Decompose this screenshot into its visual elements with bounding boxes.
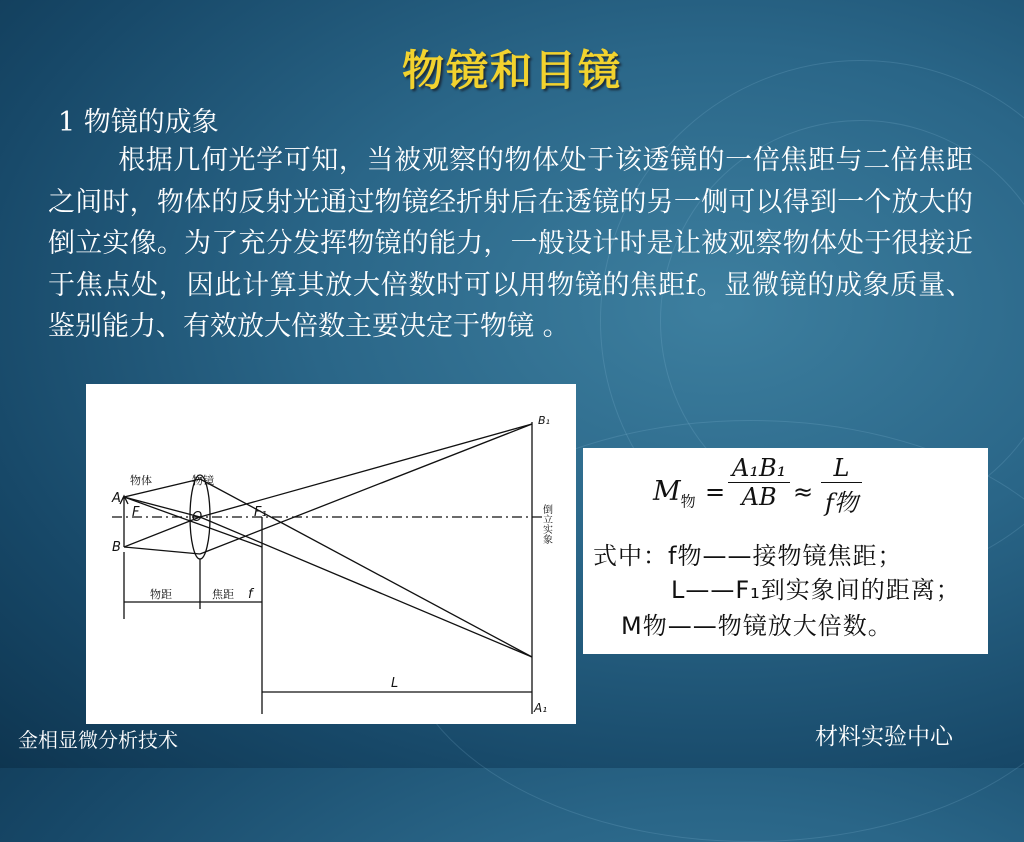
- formula-fraction-2: L f物: [821, 454, 862, 518]
- label-L: L: [391, 676, 399, 691]
- formula-note-2: L——F₁到实象间的距离；: [671, 576, 961, 604]
- label-focal-distance: 焦距: [212, 588, 234, 601]
- ray: [124, 547, 200, 554]
- ray: [200, 424, 532, 554]
- label-f: f: [248, 587, 253, 602]
- body-paragraph: 根据几何光学可知，当被观察的物体处于该透镜的一倍焦距与二倍焦距之间时，物体的反射光通过物镜经折射后在透镜的另一侧可以得到一个放大的倒立实像。为了充分发挥物镜的能力，一般设计时是让被观察物体处于很接近于焦点处，因此计算其放大倍数时可以用物镜的焦距f。显微镜的成象质量、鉴别能力、有效放大倍数主要决定于物镜 。: [48, 145, 973, 342]
- slide-title: 物镜和目镜: [401, 46, 622, 95]
- footer-department: 材料实验中心: [815, 724, 953, 750]
- formula-lhs: $M_物$: [653, 476, 696, 511]
- formula-fraction-1: $\frac{\text{A₁B₁}}{AB}$: [728, 454, 790, 511]
- lens-diagram-panel: [86, 384, 576, 724]
- ray: [124, 517, 200, 547]
- label-object-distance: 物距: [150, 588, 172, 601]
- formula-approx: ≈: [793, 478, 814, 506]
- label-O: O: [192, 510, 203, 525]
- label-F1: F₁: [254, 505, 267, 520]
- label-image: 倒立实象: [540, 504, 552, 544]
- label-F: F: [132, 505, 140, 520]
- label-object: 物体: [130, 474, 152, 487]
- label-A: A: [112, 491, 121, 506]
- formula-equals: =: [705, 478, 726, 506]
- ray: [200, 479, 532, 657]
- lens-ray-diagram: [86, 384, 576, 724]
- formula-panel: [583, 448, 988, 654]
- footer-course-name: 金相显微分析技术: [18, 728, 178, 752]
- label-A1: A₁: [534, 701, 548, 715]
- section-heading: 1 物镜的成象: [58, 107, 219, 138]
- ray: [200, 424, 532, 517]
- label-B1: B₁: [538, 414, 550, 427]
- formula-note-1: 式中：f物——接物镜焦距；: [593, 542, 903, 570]
- label-B: B: [112, 540, 121, 555]
- label-lens: 物镜: [192, 474, 214, 487]
- formula-note-3: M物——物镜放大倍数。: [621, 612, 893, 640]
